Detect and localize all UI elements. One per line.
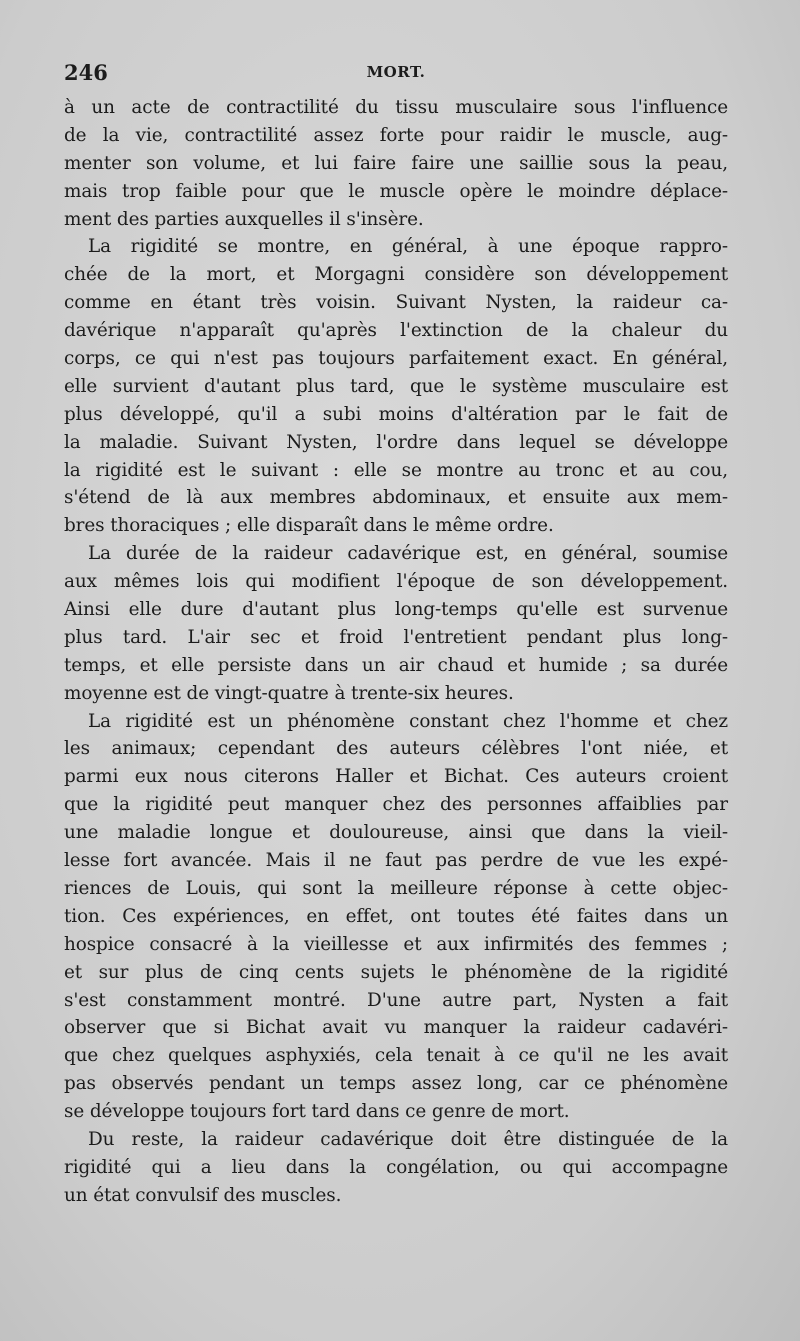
text-line: menter son volume, et lui faire faire une saillie sous la peau, [64, 152, 728, 174]
text-line: elle survient d'autant plus tard, que le système musculaire est [64, 375, 728, 397]
text-line: La rigidité est un phénomène constant chez l'homme et chez [88, 710, 728, 732]
text-line: bres thoraciques ; elle disparaît dans le même ordre. [64, 515, 554, 537]
text-line: hospice consacré à la vieillesse et aux infirmités des femmes ; [64, 933, 728, 955]
text-line: une maladie longue et douloureuse, ainsi que dans la vieil- [64, 822, 728, 844]
running-head: MORT. [366, 63, 426, 81]
text-line: que chez quelques asphyxiés, cela tenait à ce qu'il ne les avait [64, 1045, 728, 1067]
text-line: la rigidité est le suivant : elle se montre au tronc et au cou, [64, 459, 728, 481]
text-line: aux mêmes lois qui modifient l'époque de son développement. [64, 571, 728, 593]
text-line: rigidité qui a lieu dans la congélation, ou qui accompagne [64, 1156, 728, 1178]
page-number: 246 [64, 60, 108, 85]
text-line: corps, ce qui n'est pas toujours parfaitement exact. En général, [64, 348, 728, 370]
text-line: les animaux; cependant des auteurs célèbres l'ont niée, et [64, 738, 728, 760]
text-line: temps, et elle persiste dans un air chaud et humide ; sa durée [64, 654, 728, 676]
text-line: plus développé, qu'il a subi moins d'altération par le fait de [64, 403, 728, 425]
text-line: se développe toujours fort tard dans ce genre de mort. [64, 1101, 570, 1123]
text-line: lesse fort avancée. Mais il ne faut pas perdre de vue les expé- [64, 850, 728, 872]
text-line: davérique n'apparaît qu'après l'extinction de la chaleur du [64, 320, 728, 342]
text-line: Ainsi elle dure d'autant plus long-temps qu'elle est survenue [64, 599, 728, 621]
text-line: et sur plus de cinq cents sujets le phénomène de la rigidité [64, 961, 728, 983]
text-line: pas observés pendant un temps assez long, car ce phénomène [64, 1073, 728, 1095]
text-line: La durée de la raideur cadavérique est, en général, soumise [88, 543, 728, 565]
text-line: tion. Ces expériences, en effet, ont toutes été faites dans un [64, 905, 728, 927]
page-header [64, 60, 728, 88]
text-line: que la rigidité peut manquer chez des personnes affaiblies par [64, 794, 728, 816]
text-line: s'est constamment montré. D'une autre part, Nysten a fait [64, 989, 728, 1011]
text-line: chée de la mort, et Morgagni considère son développement [64, 264, 728, 286]
text-line: La rigidité se montre, en général, à une époque rappro- [88, 236, 728, 258]
text-line: moyenne est de vingt-quatre à trente-six heures. [64, 682, 514, 704]
text-line: Du reste, la raideur cadavérique doit être distinguée de la [88, 1128, 728, 1150]
text-line: comme en étant très voisin. Suivant Nysten, la raideur ca- [64, 292, 728, 314]
text-line: un état convulsif des muscles. [64, 1184, 342, 1206]
text-line: mais trop faible pour que le muscle opère le moindre déplace- [64, 180, 728, 202]
body-text [64, 94, 728, 1210]
text-line: de la vie, contractilité assez forte pour raidir le muscle, aug- [64, 124, 728, 146]
text-line: la maladie. Suivant Nysten, l'ordre dans lequel se développe [64, 431, 728, 453]
text-line: riences de Louis, qui sont la meilleure réponse à cette objec- [64, 877, 728, 899]
text-line: plus tard. L'air sec et froid l'entretient pendant plus long- [64, 626, 728, 648]
text-line: ment des parties auxquelles il s'insère. [64, 208, 424, 230]
text-line: s'étend de là aux membres abdominaux, et ensuite aux mem- [64, 487, 728, 509]
text-line: observer que si Bichat avait vu manquer la raideur cadavéri- [64, 1017, 728, 1039]
text-line: parmi eux nous citerons Haller et Bichat. Ces auteurs croient [64, 766, 728, 788]
text-line: à un acte de contractilité du tissu musculaire sous l'influence [64, 97, 728, 118]
